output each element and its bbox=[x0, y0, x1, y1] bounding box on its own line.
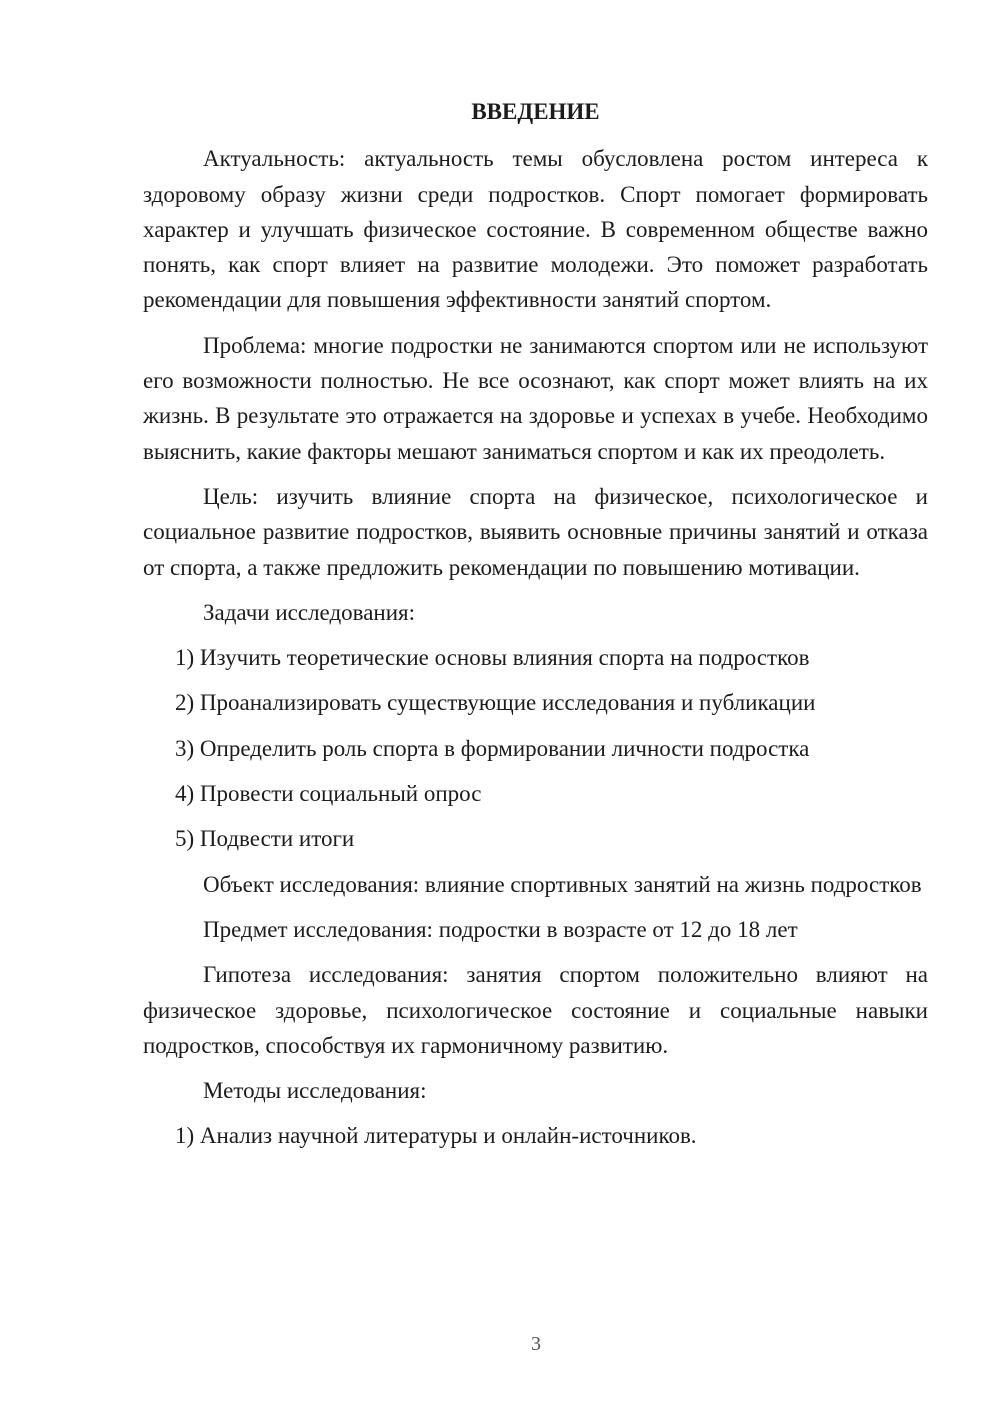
list-item: 2) Проанализировать существующие исследования и публикации bbox=[175, 690, 816, 716]
methods-list bbox=[143, 1118, 928, 1153]
relevance-paragraph: Актуальность: актуальность темы обусловлена ростом интереса к здоровому образу жизни среди подростков. Спорт помогает формировать характер и улучшать физическое состояние. В современном обществе важно понять, как спорт влияет на развитие молодежи. Это поможет разработать рекомендации для повышения эффективности занятий спортом. bbox=[143, 146, 928, 313]
page-number: 3 bbox=[531, 1333, 541, 1355]
goal-paragraph: Цель: изучить влияние спорта на физическое, психологическое и социальное развитие подростков, выявить основные причины занятий и отказа от спорта, а также предложить рекомендации по повышению мотивации. bbox=[143, 483, 928, 580]
list-item: 1) Изучить теоретические основы влияния спорта на подростков bbox=[175, 645, 810, 671]
object-paragraph: Объект исследования: влияние спортивных занятий на жизнь подростков bbox=[203, 871, 922, 897]
page-content bbox=[143, 94, 928, 1164]
list-item: 4) Провести социальный опрос bbox=[175, 781, 482, 807]
tasks-heading: Задачи исследования: bbox=[203, 599, 416, 625]
hypothesis-paragraph: Гипотеза исследования: занятия спортом положительно влияют на физическое здоровье, психологическое состояние и социальные навыки подростков, способствуя их гармоничному развитию. bbox=[143, 962, 928, 1058]
tasks-list bbox=[143, 640, 928, 856]
list-item: 5) Подвести итоги bbox=[175, 826, 355, 852]
list-item: 1) Анализ научной литературы и онлайн-источников. bbox=[175, 1123, 697, 1149]
subject-paragraph: Предмет исследования: подростки в возрасте от 12 до 18 лет bbox=[203, 916, 798, 942]
list-item: 3) Определить роль спорта в формировании личности подростка bbox=[175, 735, 810, 761]
methods-heading: Методы исследования: bbox=[203, 1078, 427, 1104]
section-title: ВВЕДЕНИЕ bbox=[471, 99, 600, 124]
problem-paragraph: Проблема: многие подростки не занимаются спортом или не используют его возможности полностью. Не все осознают, как спорт может влиять на их жизнь. В результате это отражается на здоровье и успехах в учебе. Необходимо выяснить, какие факторы мешают заниматься спортом и как их преодолеть. bbox=[143, 332, 928, 464]
